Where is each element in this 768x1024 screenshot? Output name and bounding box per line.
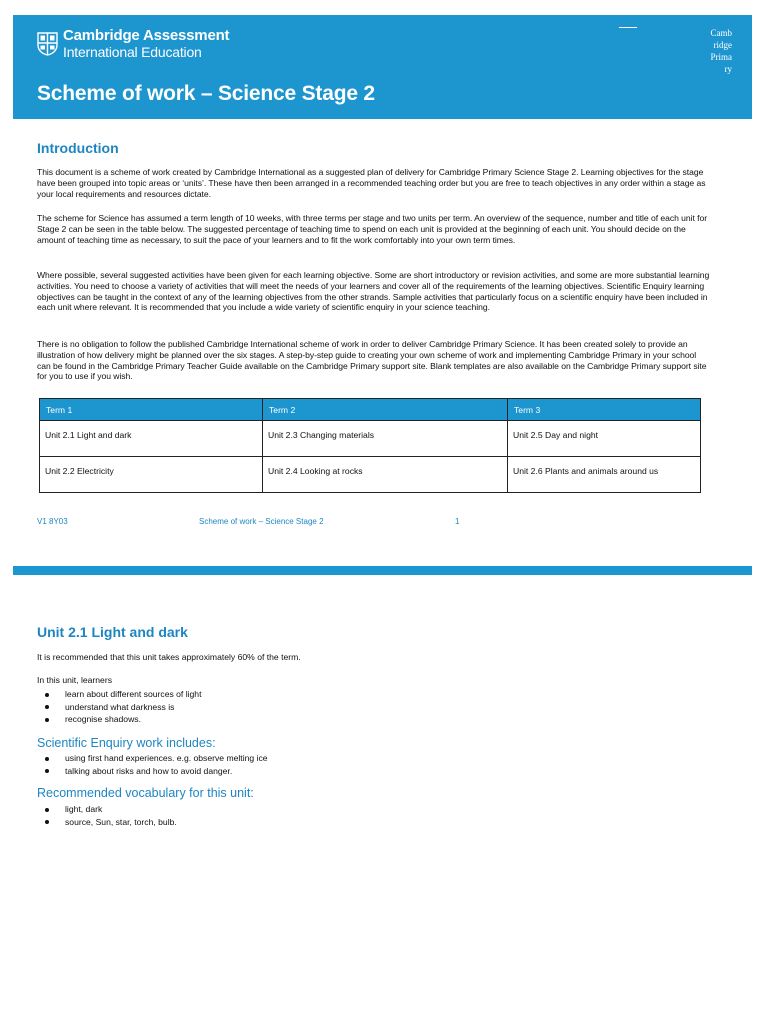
- learners-list: [37, 688, 201, 726]
- side-text: [702, 27, 732, 75]
- vocabulary-list: [37, 803, 177, 828]
- footer-page-number: 1: [455, 517, 460, 526]
- list-item: light, dark: [37, 803, 177, 816]
- terms-table: [39, 398, 701, 493]
- table-cell: Unit 2.3 Changing materials: [263, 421, 508, 457]
- list-item: understand what darkness is: [37, 701, 201, 714]
- unit-heading: Unit 2.1 Light and dark: [37, 624, 188, 640]
- footer-doc-title: Scheme of work – Science Stage 2: [199, 517, 324, 526]
- table-row: [40, 421, 701, 457]
- side-text-line: ridge: [713, 40, 732, 50]
- table-header-cell: Term 1: [40, 399, 263, 421]
- list-item: source, Sun, star, torch, bulb.: [37, 816, 177, 829]
- table-cell: Unit 2.2 Electricity: [40, 457, 263, 493]
- enquiry-heading: Scientific Enquiry work includes:: [37, 736, 216, 750]
- list-item: talking about risks and how to avoid danger.: [37, 765, 268, 778]
- intro-paragraph-3: Where possible, several suggested activities have been given for each learning objective. Some are short introductory or revision activities, and some are more substantial learning activities. You need to choose a variety of activities that will meet the needs of your learners and cover all of the requirements of the learning objectives. Scientific Enquiry learning objectives can be taught in the context of any of the learning objectives from the other strands. Sample activities that particularly focus on a scientific enquiry have been included in each unit where relevant. It is recommended that you include a wide variety of scientific enquiry in your science teaching.: [37, 270, 710, 313]
- vocabulary-heading: Recommended vocabulary for this unit:: [37, 786, 254, 800]
- table-header-cell: Term 3: [508, 399, 701, 421]
- table-cell: Unit 2.5 Day and night: [508, 421, 701, 457]
- unit-time-text: It is recommended that this unit takes approximately 60% of the term.: [37, 652, 301, 662]
- cambridge-shield-icon: [37, 32, 58, 56]
- side-text-line: ry: [724, 64, 732, 74]
- page-break-bar: [13, 566, 752, 575]
- side-text-line: Prima: [710, 52, 732, 62]
- intro-paragraph-1: This document is a scheme of work created by Cambridge International as a suggested plan of delivery for Cambridge Primary Science Stage 2. Learning objectives for the stage have been grouped into topic areas or ‘units’. These have then been arranged in a recommended teaching order but you are free to teach objectives in any order within a stage as your local requirements and resources dictate.: [37, 167, 706, 199]
- table-header-cell: Term 2: [263, 399, 508, 421]
- table-header-row: [40, 399, 701, 421]
- table-cell: Unit 2.6 Plants and animals around us: [508, 457, 701, 493]
- header-banner: [13, 15, 752, 119]
- list-item: recognise shadows.: [37, 713, 201, 726]
- intro-paragraph-4: There is no obligation to follow the published Cambridge International scheme of work in order to deliver Cambridge Primary Science. It has been created solely to provide an illustration of how delivery might be planned over the six stages. A step-by-step guide to creating your own scheme of work and implementing Cambridge Primary in your school can be found in the Cambridge Primary Teacher Guide available on the Cambridge Primary support site. Blank templates are also available on the Cambridge Primary support site for you to use if you wish.: [37, 339, 707, 382]
- logo-line2: International Education: [63, 44, 202, 60]
- intro-paragraph-2: The scheme for Science has assumed a term length of 10 weeks, with three terms per stage and two units per term. An overview of the sequence, number and title of each unit for Stage 2 can be seen in the table below. The suggested percentage of teaching time to spend on each unit is provided at the beginning of each unit. You should decide on the amount of teaching time as necessary, to suit the pace of your learners and to fit the work comfortably into your own term times.: [37, 213, 708, 245]
- table-cell: Unit 2.1 Light and dark: [40, 421, 263, 457]
- list-item: learn about different sources of light: [37, 688, 201, 701]
- enquiry-list: [37, 752, 268, 777]
- table-row: [40, 457, 701, 493]
- logo-text: [63, 28, 229, 60]
- header-divider: [619, 27, 637, 28]
- side-text-line: Camb: [710, 28, 732, 38]
- cambridge-logo: [37, 28, 229, 60]
- page-title: Scheme of work – Science Stage 2: [37, 82, 375, 105]
- logo-line1: Cambridge Assessment: [63, 27, 230, 44]
- list-item: using first hand experiences. e.g. observe melting ice: [37, 752, 268, 765]
- footer-version: V1 8Y03: [37, 517, 68, 526]
- table-cell: Unit 2.4 Looking at rocks: [263, 457, 508, 493]
- learners-intro: In this unit, learners: [37, 675, 112, 685]
- introduction-heading: Introduction: [37, 140, 119, 156]
